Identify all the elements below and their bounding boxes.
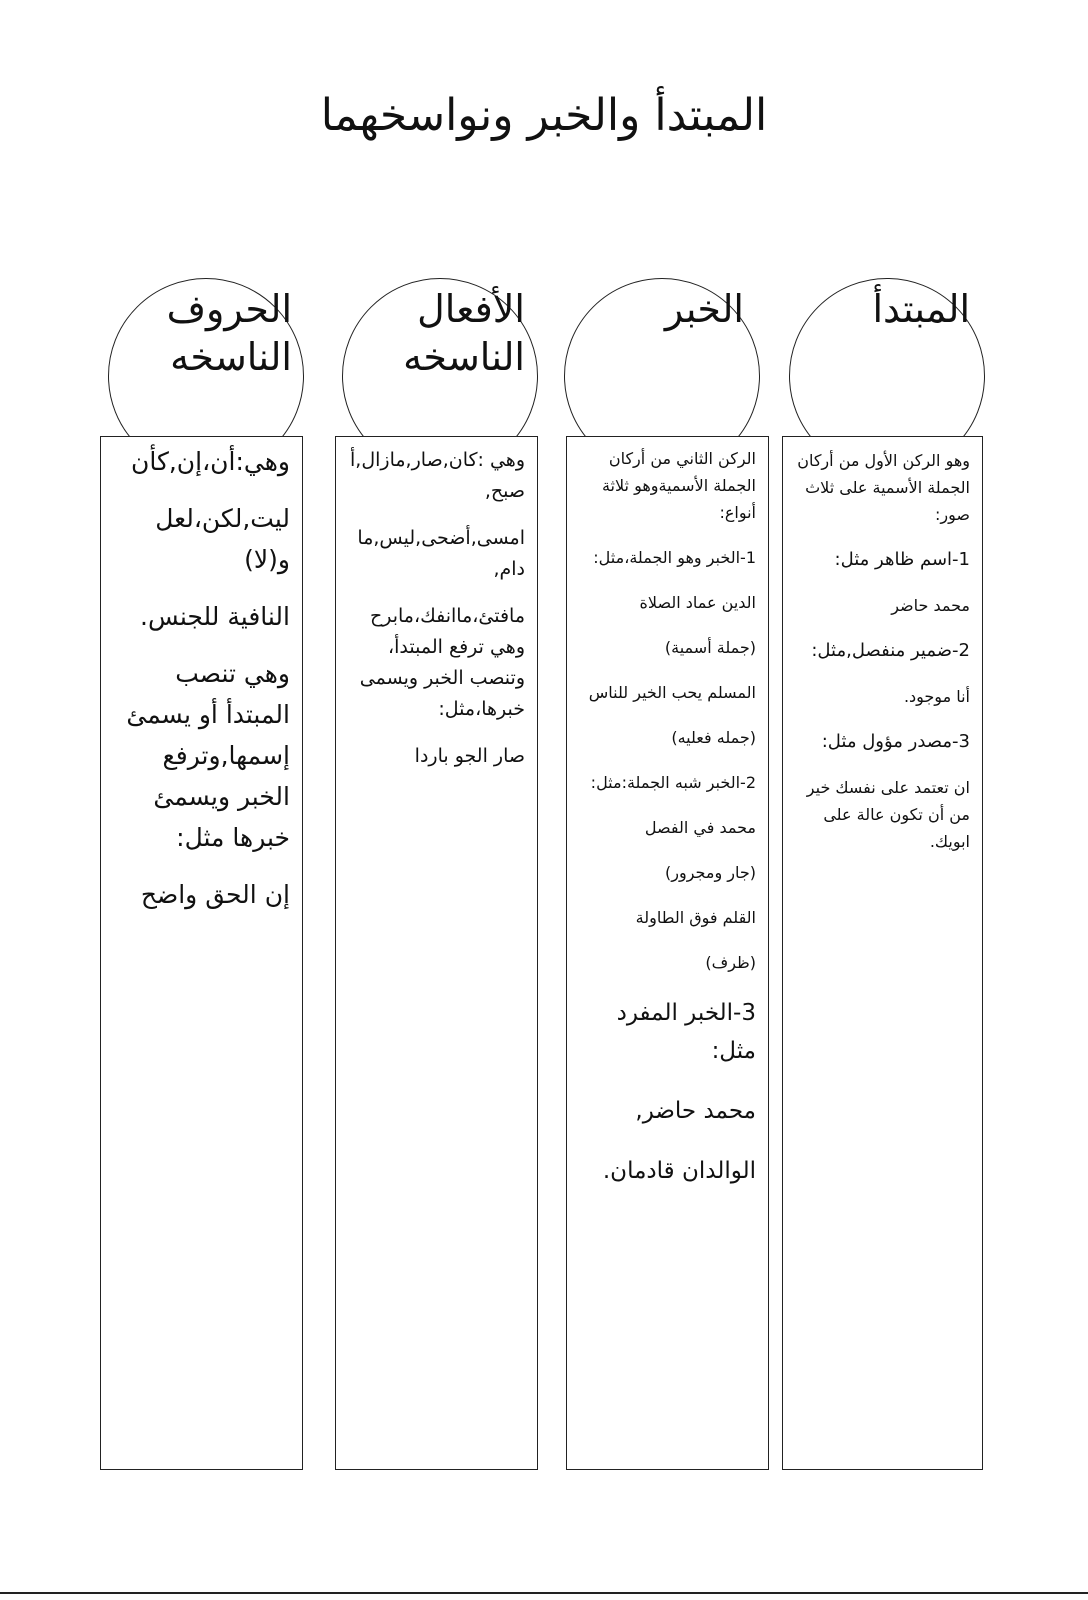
paragraph: وهي :كان,صار,مازال,أ صبح,: [350, 449, 525, 502]
paragraph: النافية للجنس.: [140, 602, 290, 631]
paragraph: (جار ومجرور): [665, 863, 756, 882]
paragraph: (جمله فعليه): [671, 728, 756, 747]
paragraph: و(لا): [244, 545, 290, 574]
paragraph: صار الجو باردا: [414, 745, 525, 767]
column-khabar: [566, 436, 769, 1470]
paragraph: 2-الخبر شبه الجملة:مثل:: [590, 773, 756, 792]
paragraph: القلم فوق الطاولة: [635, 908, 756, 927]
heading-huruf-line1: الحروف: [166, 287, 292, 331]
paragraph: المسلم يحب الخير للناس: [588, 683, 756, 702]
paragraph: وهي تنصب المبتدأ أو يسمئ إسمها,وترفع الخبر ويسمئ خبرها مثل:: [126, 659, 290, 852]
column-huruf: [100, 436, 303, 1470]
paragraph: الركن الثاني من أركان الجملة الأسميةوهو ثلاثة أنواع:: [601, 449, 756, 522]
paragraph: امسى,أضحى,ليس,ما دام,: [357, 527, 525, 580]
paragraph: 3-الخبر المفرد مثل:: [616, 1000, 756, 1064]
paragraph: ليت,لكن،لعل: [155, 504, 290, 533]
paragraph: ان تعتمد على نفسك خير من أن تكون عالة على ابويك.: [806, 778, 970, 851]
paragraph: أنا موجود.: [903, 687, 970, 706]
heading-khabar: [665, 286, 744, 334]
paragraph: (جملة أسمية): [664, 638, 756, 657]
paragraph: الوالدان قادمان.: [602, 1158, 756, 1184]
paragraph: محمد حاضر,: [635, 1098, 756, 1124]
page-title: المبتدأ والخبر ونواسخهما: [320, 90, 768, 141]
paragraph: وهو الركن الأول من أركان الجملة الأسمية على ثلاث صور:: [797, 451, 970, 524]
heading-huruf: [167, 286, 292, 381]
paragraph: مافتئ،ماانفك،مابرح وهي ترفع المبتدأ، وتنصب الخبر ويسمى خبرها،مثل:: [359, 605, 525, 720]
paragraph: 3-مصدر مؤول مثل:: [821, 731, 970, 752]
paragraph: إن الحق واضح: [140, 880, 290, 909]
paragraph: الدين عماد الصلاة: [639, 593, 756, 612]
heading-khabar-line1: الخبر: [664, 287, 744, 331]
heading-afaal: [403, 286, 525, 381]
heading-mubtada: [872, 286, 970, 334]
bottom-rule: [0, 1592, 1088, 1594]
paragraph: محمد في الفصل: [644, 818, 756, 837]
paragraph: 2-ضمير منفصل,مثل:: [811, 640, 970, 661]
paragraph: 1-اسم ظاهر مثل:: [834, 549, 970, 570]
heading-afaal-line2: الناسخه: [403, 334, 525, 379]
heading-huruf-line2: الناسخه: [170, 334, 292, 379]
heading-mubtada-line1: المبتدأ: [872, 287, 970, 331]
paragraph: (ظرف): [705, 953, 756, 972]
column-mubtada: [782, 436, 983, 1470]
paragraph: وهي:أن،إن,كأن: [130, 447, 290, 476]
column-afaal: [335, 436, 538, 1470]
paragraph: محمد حاضر: [891, 596, 970, 615]
paragraph: 1-الخبر وهو الجملة،مثل:: [593, 548, 756, 567]
heading-afaal-line1: الأفعال: [417, 287, 525, 331]
